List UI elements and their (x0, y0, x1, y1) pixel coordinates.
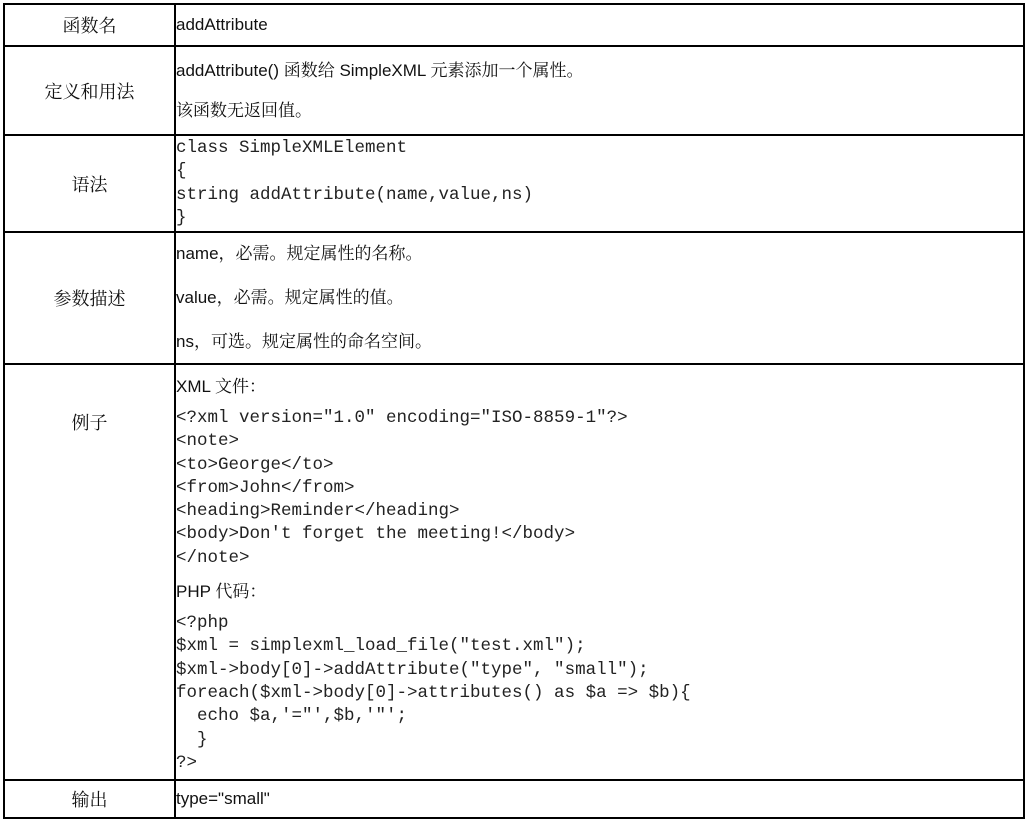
php-heading: PHP 代码： (176, 582, 267, 602)
definition-line-1: addAttribute() 函数给 SimpleXML 元素添加一个属性。 (176, 60, 584, 80)
syntax-line: string addAttribute(name,value,ns) (176, 184, 534, 205)
param-ns: ns，可选。规定属性的命名空间。 (176, 332, 432, 351)
param-name: name，必需。规定属性的名称。 (176, 244, 423, 263)
example-cell (175, 364, 1024, 780)
php-line: ?> (176, 752, 198, 773)
row-parameters (4, 232, 1024, 364)
syntax-line: { (176, 161, 187, 182)
php-line: <?php (176, 613, 229, 634)
label-example: 例子 (4, 364, 175, 780)
xml-line: <body>Don't forget the meeting!</body> (176, 524, 576, 545)
function-reference-table (3, 3, 1025, 819)
syntax-line: } (176, 207, 187, 228)
label-function-name: 函数名 (4, 4, 175, 46)
row-function-name (4, 4, 1024, 46)
php-line: echo $a,'="',$b,'"'; (176, 706, 408, 727)
php-line: foreach($xml->body[0]->attributes() as $a => $b){ (176, 682, 691, 703)
php-line: $xml->body[0]->addAttribute("type", "small"); (176, 659, 649, 680)
label-parameters: 参数描述 (4, 232, 175, 364)
label-output: 输出 (4, 780, 175, 818)
definition-cell (175, 46, 1024, 135)
output-value: type="small" (175, 780, 1024, 818)
definition-line-2: 该函数无返回值。 (176, 100, 312, 120)
syntax-cell (175, 135, 1024, 232)
xml-line: <heading>Reminder</heading> (176, 501, 460, 522)
param-value: value，必需。规定属性的值。 (176, 288, 404, 307)
row-syntax (4, 135, 1024, 232)
row-definition (4, 46, 1024, 135)
label-definition: 定义和用法 (4, 46, 175, 135)
row-output (4, 780, 1024, 818)
php-line: } (176, 729, 208, 750)
xml-line: <from>John</from> (176, 477, 355, 498)
xml-line: <to>George</to> (176, 454, 334, 475)
xml-line: <?xml version="1.0" encoding="ISO-8859-1"?> (176, 408, 628, 428)
parameters-cell (175, 232, 1024, 364)
row-example (4, 364, 1024, 780)
label-syntax: 语法 (4, 135, 175, 232)
xml-line: <note> (176, 431, 240, 452)
xml-heading: XML 文件： (176, 377, 267, 396)
syntax-line: class SimpleXMLElement (176, 137, 408, 158)
php-line: $xml = simplexml_load_file("test.xml"); (176, 636, 586, 657)
function-name-value: addAttribute (175, 4, 1024, 46)
xml-line: </note> (176, 547, 250, 568)
